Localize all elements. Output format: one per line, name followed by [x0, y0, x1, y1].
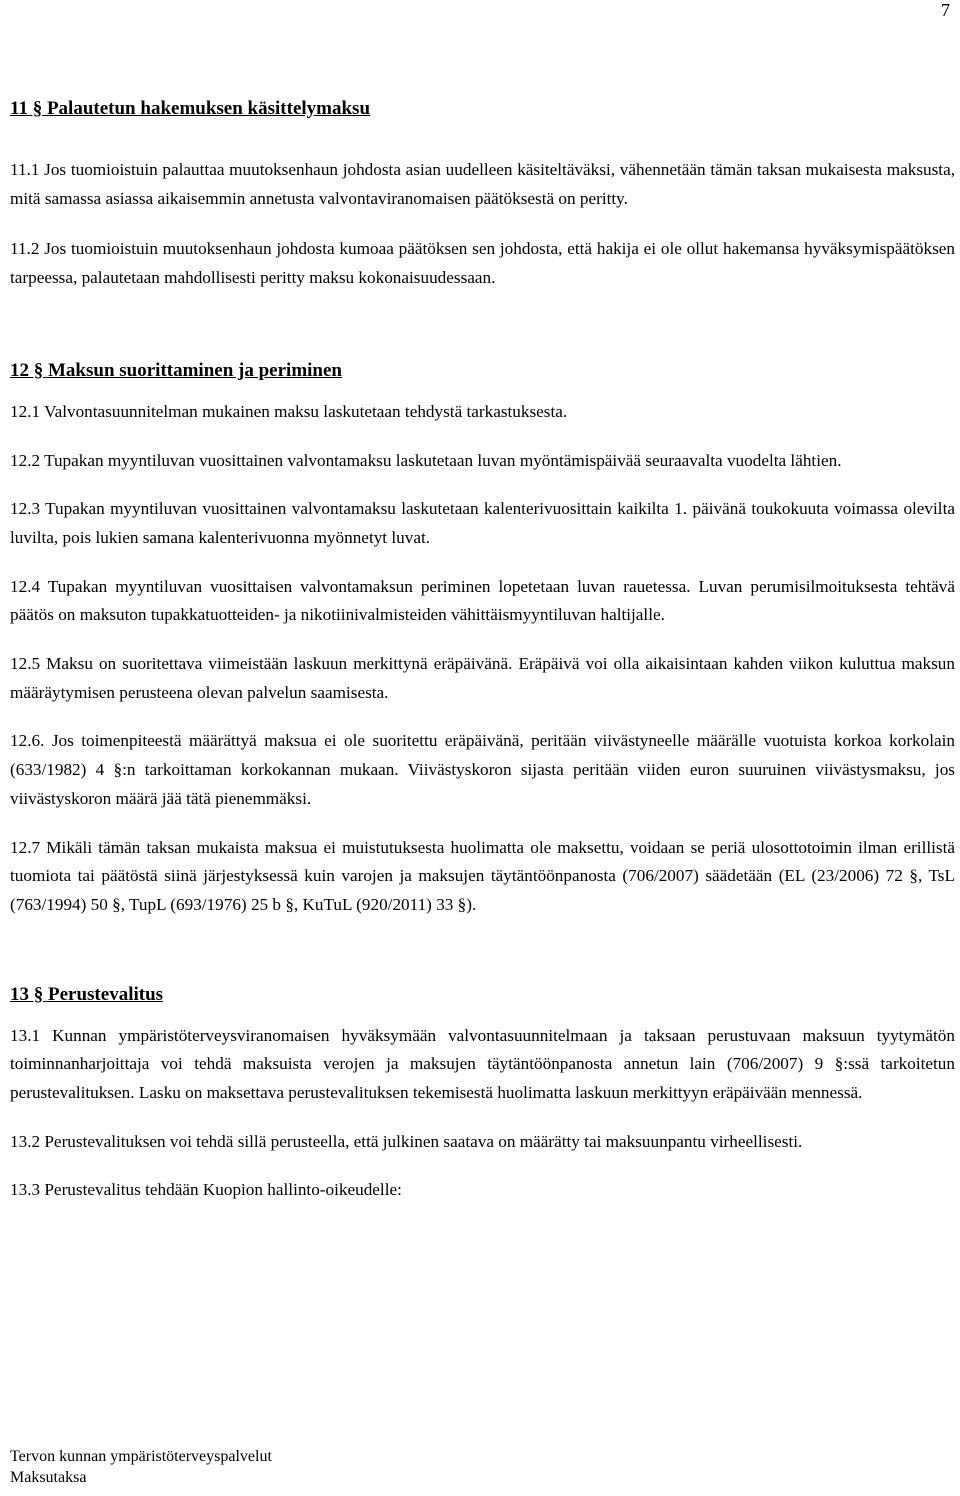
paragraph-12-6: 12.6. Jos toimenpiteestä määrättyä maksua ei ole suoritettu eräpäivänä, peritään viivästyneelle määrälle vuotuista korkoa korkolain (633/1982) 4 §:n tarkoittaman korkokannan mukaan. Viivästyskoron sijasta peritään viiden euron suuruinen viivästysmaksu, jos viivästyskoron määrä jää tätä pienemmäksi.: [10, 731, 955, 808]
page-number: 7: [941, 0, 950, 20]
paragraph-12-1: 12.1 Valvontasuunnitelman mukainen maksu laskutetaan tehdystä tarkastuksesta.: [10, 401, 568, 421]
paragraph-12-5: 12.5 Maksu on suoritettava viimeistään laskuun merkittynä eräpäivänä. Eräpäivä voi olla aikaisintaan kahden viikon kuluttua maksun määräytymisen perusteena olevan palvelun saamisesta.: [10, 654, 955, 702]
paragraph-13-2: 13.2 Perustevalituksen voi tehdä sillä perusteella, että julkinen saatava on määrätty tai maksuunpantu virheellisesti.: [10, 1131, 803, 1151]
paragraph-11-1: 11.1 Jos tuomioistuin palauttaa muutoksenhaun johdosta asian uudelleen käsiteltäväksi, vähennetään tämän taksan mukaisesta maksusta, mitä samassa asiassa aikaisemmin annetusta valvontaviranomaisen päätöksestä on peritty.: [10, 160, 955, 208]
paragraph-12-3: 12.3 Tupakan myyntiluvan vuosittainen valvontamaksu laskutetaan kalenterivuosittain kaikilta 1. päivänä toukokuuta voimassa olevilta luvilta, pois lukien samana kalenterivuonna myönnetyt luvat.: [10, 499, 955, 547]
section-11-heading: 11 § Palautetun hakemuksen käsittelymaksu: [10, 98, 371, 119]
paragraph-12-4: 12.4 Tupakan myyntiluvan vuosittaisen valvontamaksun periminen lopetetaan luvan rauetessa. Luvan perumisilmoituksesta tehtävä päätös on maksuton tupakkatuotteiden- ja nikotiinivalmisteiden vähittäismyyntiluvan haltijalle.: [10, 576, 955, 625]
footer: [10, 1446, 272, 1488]
paragraph-11-2: 11.2 Jos tuomioistuin muutoksenhaun johdosta kumoaa päätöksen sen johdosta, että hakija ei ole ollut hakemansa hyväksymispäätöksen tarpeessa, palautetaan mahdollisesti peritty maksu kokonaisuudessaan.: [10, 239, 955, 288]
document-body: [10, 94, 955, 1205]
footer-document-name: Maksutaksa: [10, 1469, 87, 1486]
footer-organization: Tervon kunnan ympäristöterveyspalvelut: [10, 1448, 272, 1465]
section-12-heading: 12 § Maksun suorittaminen ja periminen: [10, 359, 342, 381]
paragraph-13-3: 13.3 Perustevalitus tehdään Kuopion hallinto-oikeudelle:: [10, 1180, 402, 1200]
section-13-heading: 13 § Perustevalitus: [10, 983, 164, 1005]
paragraph-12-7: 12.7 Mikäli tämän taksan mukaista maksua ei muistutuksesta huolimatta ole maksettu, voidaan se periä ulosottotoimin ilman erillistä tuomiota tai päätöstä siinä järjestyksessä kuin varojen ja maksujen täytäntöönpanosta (706/2007) säädetään (EL (23/2006) 72 §, TsL (763/1994) 50 §, TupL (693/1976) 25 b §, KuTuL (920/2011) 33 §).: [10, 837, 955, 914]
paragraph-13-1: 13.1 Kunnan ympäristöterveysviranomaisen hyväksymään valvontasuunnitelmaan ja taksaan perustuvaan maksuun tyytymätön toiminnanharjoittaja voi tehdä maksuista verojen ja maksujen täytäntöönpanosta annetun lain (706/2007) 9 §:ssä tarkoitetun perustevalituksen. Lasku on maksettava perustevalituksen tekemisestä huolimatta laskuun merkittyyn eräpäivään mennessä.: [10, 1025, 955, 1103]
paragraph-12-2: 12.2 Tupakan myyntiluvan vuosittainen valvontamaksu laskutetaan luvan myöntämispäivää seuraavalta vuodelta lähtien.: [10, 450, 842, 470]
